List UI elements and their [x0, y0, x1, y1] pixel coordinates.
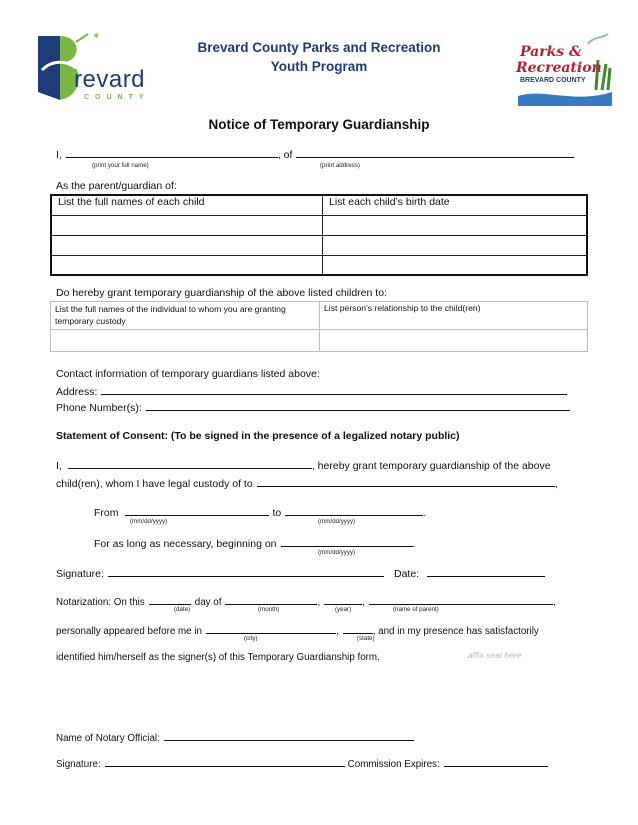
logo-word: revard — [74, 66, 146, 93]
logo-line2: Recreation — [516, 60, 602, 76]
as-long-line — [94, 536, 415, 550]
signature-line — [56, 566, 384, 580]
table-row — [51, 235, 587, 255]
hint-state: (state) — [357, 635, 375, 642]
notary-state-field[interactable] — [343, 623, 373, 634]
from-date-field[interactable] — [125, 505, 269, 516]
guardian-table — [50, 301, 588, 352]
full-name-field[interactable] — [66, 147, 278, 158]
from-label: From — [94, 507, 119, 519]
as-long-label: For as long as necessary, beginning on — [94, 538, 277, 550]
logo-line1: Parks & — [520, 44, 582, 60]
program-name: Youth Program — [270, 59, 368, 74]
guardian-name-cell[interactable] — [51, 330, 320, 352]
contact-address-label: Address: — [56, 386, 98, 398]
table-row — [51, 330, 588, 352]
hint-from-date: (mm/dd/yyyy) — [130, 518, 168, 525]
date-field[interactable] — [427, 566, 545, 577]
hint-month: (month) — [258, 606, 280, 613]
children-header-row — [51, 195, 587, 215]
child-birthdate-cell[interactable] — [323, 255, 588, 275]
children-label: As the parent/guardian of: — [56, 180, 177, 192]
notary-city-field[interactable] — [206, 623, 336, 634]
children-col-name: List the full names of each child — [51, 195, 323, 215]
consent-line-1 — [56, 458, 551, 472]
guardian-col-relationship: List person’s relationship to the child(ren) — [320, 302, 588, 330]
grant-label: Do hereby grant temporary guardianship of the above listed children to: — [56, 287, 387, 299]
svg-text:✶: ✶ — [92, 31, 101, 42]
guardian-col-name: List the full names of the individual to whom you are granting temporary custody — [51, 302, 320, 330]
guardian-relationship-cell[interactable] — [320, 330, 588, 352]
contact-address-field[interactable] — [101, 384, 567, 395]
parks-recreation-logo — [514, 30, 618, 110]
hint-city: (city) — [244, 635, 258, 642]
contact-phone-line — [56, 400, 570, 414]
appeared-line — [56, 623, 539, 637]
signature-label: Signature: — [56, 568, 104, 580]
child-name-cell[interactable] — [51, 235, 323, 255]
consent-line-2 — [56, 476, 558, 490]
consent-heading: Statement of Consent: (To be signed in the presence of a legalized notary public) — [56, 430, 460, 442]
from-to-period: . — [423, 507, 427, 519]
notary-signature-field[interactable] — [105, 756, 345, 767]
child-name-cell[interactable] — [51, 215, 323, 235]
child-birthdate-cell[interactable] — [323, 215, 588, 235]
notary-day-of: day of — [194, 597, 222, 608]
contact-phone-field[interactable] — [146, 400, 570, 411]
consent-guardian-name-field[interactable] — [257, 476, 555, 487]
logo-line3: BREVARD COUNTY — [520, 77, 586, 84]
beginning-date-field[interactable] — [281, 536, 413, 547]
commission-expires-label: Commission Expires: — [347, 759, 440, 770]
child-name-cell[interactable] — [51, 255, 323, 275]
date-line — [394, 566, 545, 580]
hint-full-name: (print your full name) — [92, 162, 149, 169]
notarization-line — [56, 594, 556, 608]
notary-official-field[interactable] — [164, 730, 414, 741]
notary-month-field[interactable] — [225, 594, 317, 605]
consent-parent-name-field[interactable] — [68, 458, 312, 469]
child-birthdate-cell[interactable] — [323, 235, 588, 255]
signature-field[interactable] — [108, 566, 384, 577]
to-label: to — [272, 507, 282, 519]
consent-line2-suffix: , — [554, 478, 558, 490]
notary-comma-1: , — [317, 597, 321, 608]
notary-year-field[interactable] — [324, 594, 362, 605]
hint-date: (date) — [174, 606, 191, 613]
hint-beginning-date: (mm/dd/yyyy) — [318, 549, 356, 556]
contact-phone-label: Phone Number(s): — [56, 402, 142, 414]
from-to-line — [94, 505, 426, 519]
appeared-label: personally appeared before me in — [56, 626, 202, 637]
appeared-comma: , — [335, 626, 339, 637]
intro-prefix: I, — [56, 149, 62, 161]
notary-date-field[interactable] — [149, 594, 191, 605]
hint-parent-name: (name of parent) — [393, 606, 439, 613]
appeared-suffix: , and in my presence has satisfactorily — [372, 626, 539, 637]
children-col-birthdate: List each child’s birth date — [323, 195, 588, 215]
notary-comma-3: , — [552, 597, 556, 608]
table-row — [51, 255, 587, 275]
guardian-header-row — [51, 302, 588, 330]
notary-parent-name-field[interactable] — [369, 594, 553, 605]
children-table — [50, 194, 588, 276]
address-field[interactable] — [296, 147, 574, 158]
contact-label: Contact information of temporary guardians listed above: — [56, 368, 320, 380]
notarization-prefix: Notarization: On this — [56, 597, 145, 608]
notary-official-label: Name of Notary Official: — [56, 733, 160, 744]
contact-address-line — [56, 384, 567, 398]
to-date-field[interactable] — [285, 505, 423, 516]
intro-line — [56, 147, 574, 161]
hint-address: (print address) — [320, 162, 360, 169]
consent-line2-prefix: child(ren), whom I have legal custody of to — [56, 478, 253, 490]
hint-to-date: (mm/dd/yyyy) — [318, 518, 356, 525]
consent-i: I, — [56, 460, 62, 472]
as-long-period: . — [412, 538, 416, 550]
hint-year: (year) — [335, 606, 352, 613]
notary-comma-2: , — [362, 597, 365, 608]
logo-subword: COUNTY — [84, 94, 150, 101]
table-row — [51, 215, 587, 235]
document-title: Notice of Temporary Guardianship — [208, 117, 430, 132]
notary-signature-label: Signature: — [56, 759, 101, 770]
notary-official-line — [56, 730, 414, 744]
org-name: Brevard County Parks and Recreation — [197, 40, 441, 55]
seal-placeholder: affix seal here — [468, 650, 522, 660]
identified-text: identified him/herself as the signer(s) of this Temporary Guardianship form. — [56, 652, 380, 663]
commission-expires-field[interactable] — [444, 756, 548, 767]
date-label: Date: — [394, 568, 420, 580]
intro-of: , of — [277, 149, 293, 161]
consent-line1-suffix: , hereby grant temporary guardianship of the above — [311, 460, 551, 472]
notary-signature-line — [56, 756, 548, 770]
